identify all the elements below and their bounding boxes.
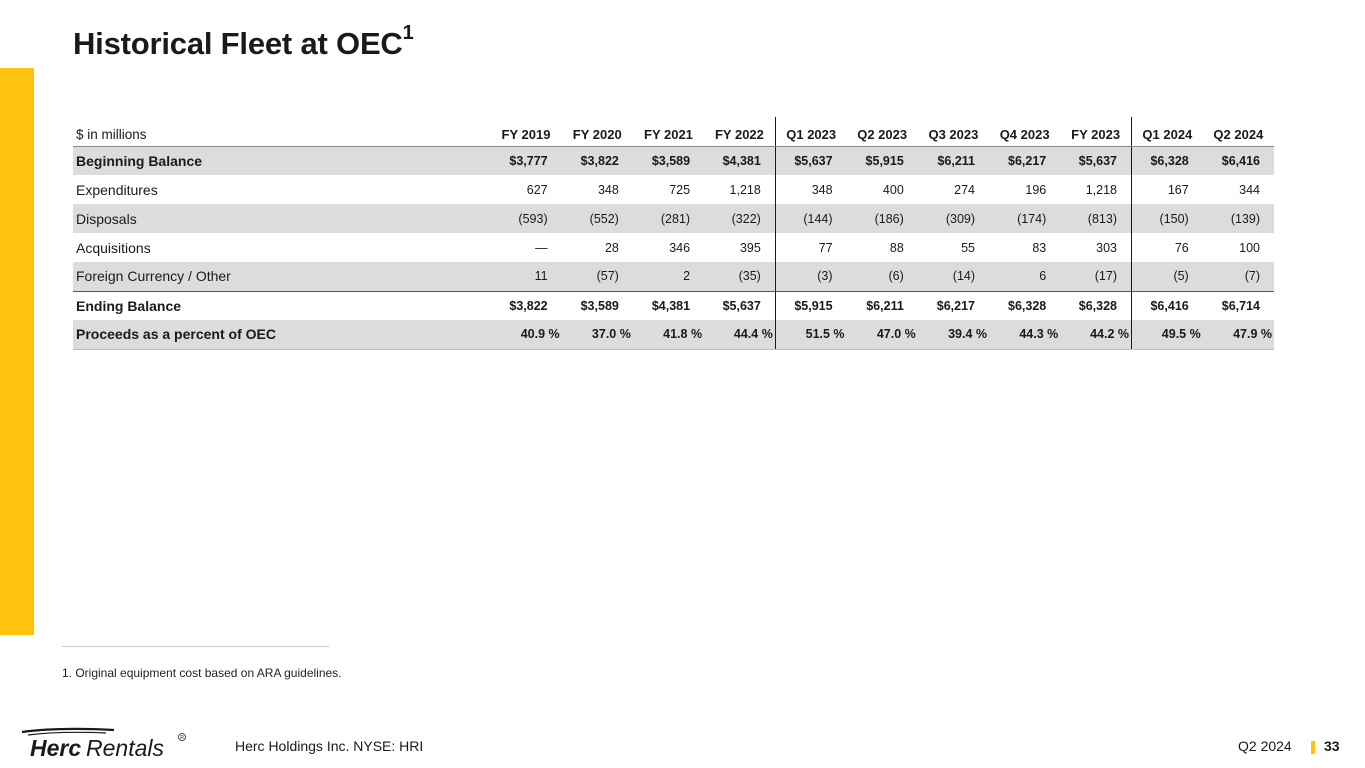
- svg-text:Rentals: Rentals: [86, 735, 164, 761]
- table-cell: 100: [1239, 240, 1260, 255]
- table-cell: (593): [490, 204, 561, 233]
- table-cell: $6,714: [1203, 291, 1274, 320]
- table-cell: $5,915: [775, 291, 846, 320]
- table-cell: 2: [633, 262, 704, 291]
- table-cell: 400: [882, 182, 904, 197]
- page-title: Historical Fleet at OEC$^1$: [73, 22, 414, 61]
- table-cell: 88: [889, 240, 904, 255]
- column-header: FY 2023: [1060, 117, 1131, 146]
- table-cell: $6,217: [989, 146, 1060, 175]
- column-header: FY 2022: [704, 117, 775, 146]
- column-header: FY 2020: [562, 117, 633, 146]
- table-cell: 167: [1131, 175, 1202, 204]
- row-label: Beginning Balance: [73, 146, 490, 175]
- units-label: $ in millions: [73, 117, 490, 146]
- svg-text:R: R: [180, 734, 184, 741]
- accent-side-bar: [0, 68, 34, 635]
- table-cell: $6,328: [1060, 291, 1131, 320]
- table-cell: (322): [704, 204, 775, 233]
- table-cell: (57): [562, 262, 633, 291]
- table-cell: 39.4 %: [918, 320, 989, 349]
- table-cell: (3): [775, 262, 846, 291]
- svg-text:Herc: Herc: [30, 735, 82, 761]
- table-cell: $3,777: [490, 146, 561, 175]
- column-header: Q4 2023: [989, 117, 1060, 146]
- page-number: 33: [1324, 738, 1340, 754]
- table-cell: (144): [775, 204, 846, 233]
- company-ticker: Herc Holdings Inc. NYSE: HRI: [235, 738, 424, 754]
- table-cell: 303: [1096, 240, 1117, 255]
- table-cell: (17): [1060, 262, 1131, 291]
- table-cell: (5): [1131, 262, 1202, 291]
- table-cell: (281): [633, 204, 704, 233]
- table-cell: 196: [1025, 182, 1047, 197]
- title-footnote-marker: 1: [402, 22, 414, 44]
- table-cell: $3,589: [633, 146, 704, 175]
- table-cell: $6,211: [918, 146, 989, 175]
- column-header: FY 2021: [633, 117, 704, 146]
- table-cell: 55: [961, 240, 976, 255]
- table-cell: 49.5 %: [1131, 320, 1202, 349]
- table-cell: (174): [989, 204, 1060, 233]
- column-header: FY 2019: [490, 117, 561, 146]
- row-label: Foreign Currency / Other: [73, 262, 490, 291]
- table-cell: $6,416: [1131, 291, 1202, 320]
- table-cell: 346: [669, 240, 691, 255]
- table-cell: 28: [604, 240, 619, 255]
- table-cell: 627: [526, 182, 548, 197]
- footnote: 1. Original equipment cost based on ARA guidelines.: [62, 666, 342, 680]
- table-cell: (6): [847, 262, 918, 291]
- table-row: [73, 262, 1274, 291]
- row-label: Acquisitions: [76, 239, 151, 256]
- table-cell: $6,328: [989, 291, 1060, 320]
- column-header: Q1 2023: [775, 117, 846, 146]
- table-cell: $3,822: [562, 146, 633, 175]
- table-cell: $5,637: [1060, 146, 1131, 175]
- table-cell: 395: [739, 240, 761, 255]
- footnote-divider: [62, 646, 329, 647]
- table-cell: 348: [775, 175, 846, 204]
- table-cell: $6,211: [847, 291, 918, 320]
- table-cell: (186): [847, 204, 918, 233]
- row-label: Expenditures: [76, 181, 158, 198]
- table-cell: —: [535, 240, 548, 255]
- table-cell: 41.8 %: [633, 320, 704, 349]
- table-cell: 40.9 %: [490, 320, 561, 349]
- table-row: [73, 233, 1274, 262]
- table-cell: 76: [1131, 233, 1202, 262]
- table-row: [73, 291, 1274, 320]
- table-row: [73, 320, 1274, 349]
- table-cell: 1,218: [729, 182, 761, 197]
- table-cell: 47.0 %: [847, 320, 918, 349]
- table-cell: 44.3 %: [989, 320, 1060, 349]
- fleet-oec-table: [73, 117, 1274, 350]
- table-cell: 6: [989, 262, 1060, 291]
- table-cell: $6,416: [1203, 146, 1274, 175]
- table-cell: $4,381: [704, 146, 775, 175]
- table-cell: 77: [775, 233, 846, 262]
- table-row: [73, 175, 1274, 204]
- herc-rentals-logo: [18, 726, 190, 762]
- table-cell: (139): [1203, 204, 1274, 233]
- table-row: [73, 146, 1274, 175]
- row-label: Proceeds as a percent of OEC: [73, 320, 490, 349]
- column-header: Q3 2023: [918, 117, 989, 146]
- table-cell: 274: [954, 182, 976, 197]
- column-header: Q2 2023: [847, 117, 918, 146]
- table-cell: (552): [562, 204, 633, 233]
- column-header: Q2 2024: [1203, 117, 1274, 146]
- column-header: Q1 2024: [1131, 117, 1202, 146]
- table-cell: (813): [1060, 204, 1131, 233]
- table-cell: (150): [1131, 204, 1202, 233]
- table-cell: 44.4 %: [704, 320, 775, 349]
- table-cell: $3,589: [562, 291, 633, 320]
- row-label: Ending Balance: [73, 291, 490, 320]
- report-quarter: Q2 2024: [1238, 738, 1292, 754]
- table-header-row: [73, 117, 1274, 146]
- table-cell: $3,822: [490, 291, 561, 320]
- table-cell: $5,637: [704, 291, 775, 320]
- table-row: [73, 204, 1274, 233]
- table-cell: $6,217: [918, 291, 989, 320]
- table-cell: 348: [597, 182, 619, 197]
- page-number-marker: [1311, 741, 1315, 754]
- table-cell: $5,637: [775, 146, 846, 175]
- table-cell: 344: [1239, 182, 1260, 197]
- table-cell: (7): [1203, 262, 1274, 291]
- table-cell: 37.0 %: [562, 320, 633, 349]
- table-cell: 83: [1032, 240, 1047, 255]
- table-cell: $6,328: [1131, 146, 1202, 175]
- table-cell: (309): [918, 204, 989, 233]
- table-cell: 51.5 %: [775, 320, 846, 349]
- table-cell: $4,381: [633, 291, 704, 320]
- table-cell: 1,218: [1085, 182, 1117, 197]
- table-cell: 44.2 %: [1060, 320, 1131, 349]
- table-cell: 11: [490, 262, 561, 291]
- table-cell: 725: [669, 182, 691, 197]
- table-cell: 47.9 %: [1203, 320, 1274, 349]
- table-cell: (14): [918, 262, 989, 291]
- row-label: Disposals: [73, 204, 490, 233]
- table-cell: (35): [704, 262, 775, 291]
- table-cell: $5,915: [847, 146, 918, 175]
